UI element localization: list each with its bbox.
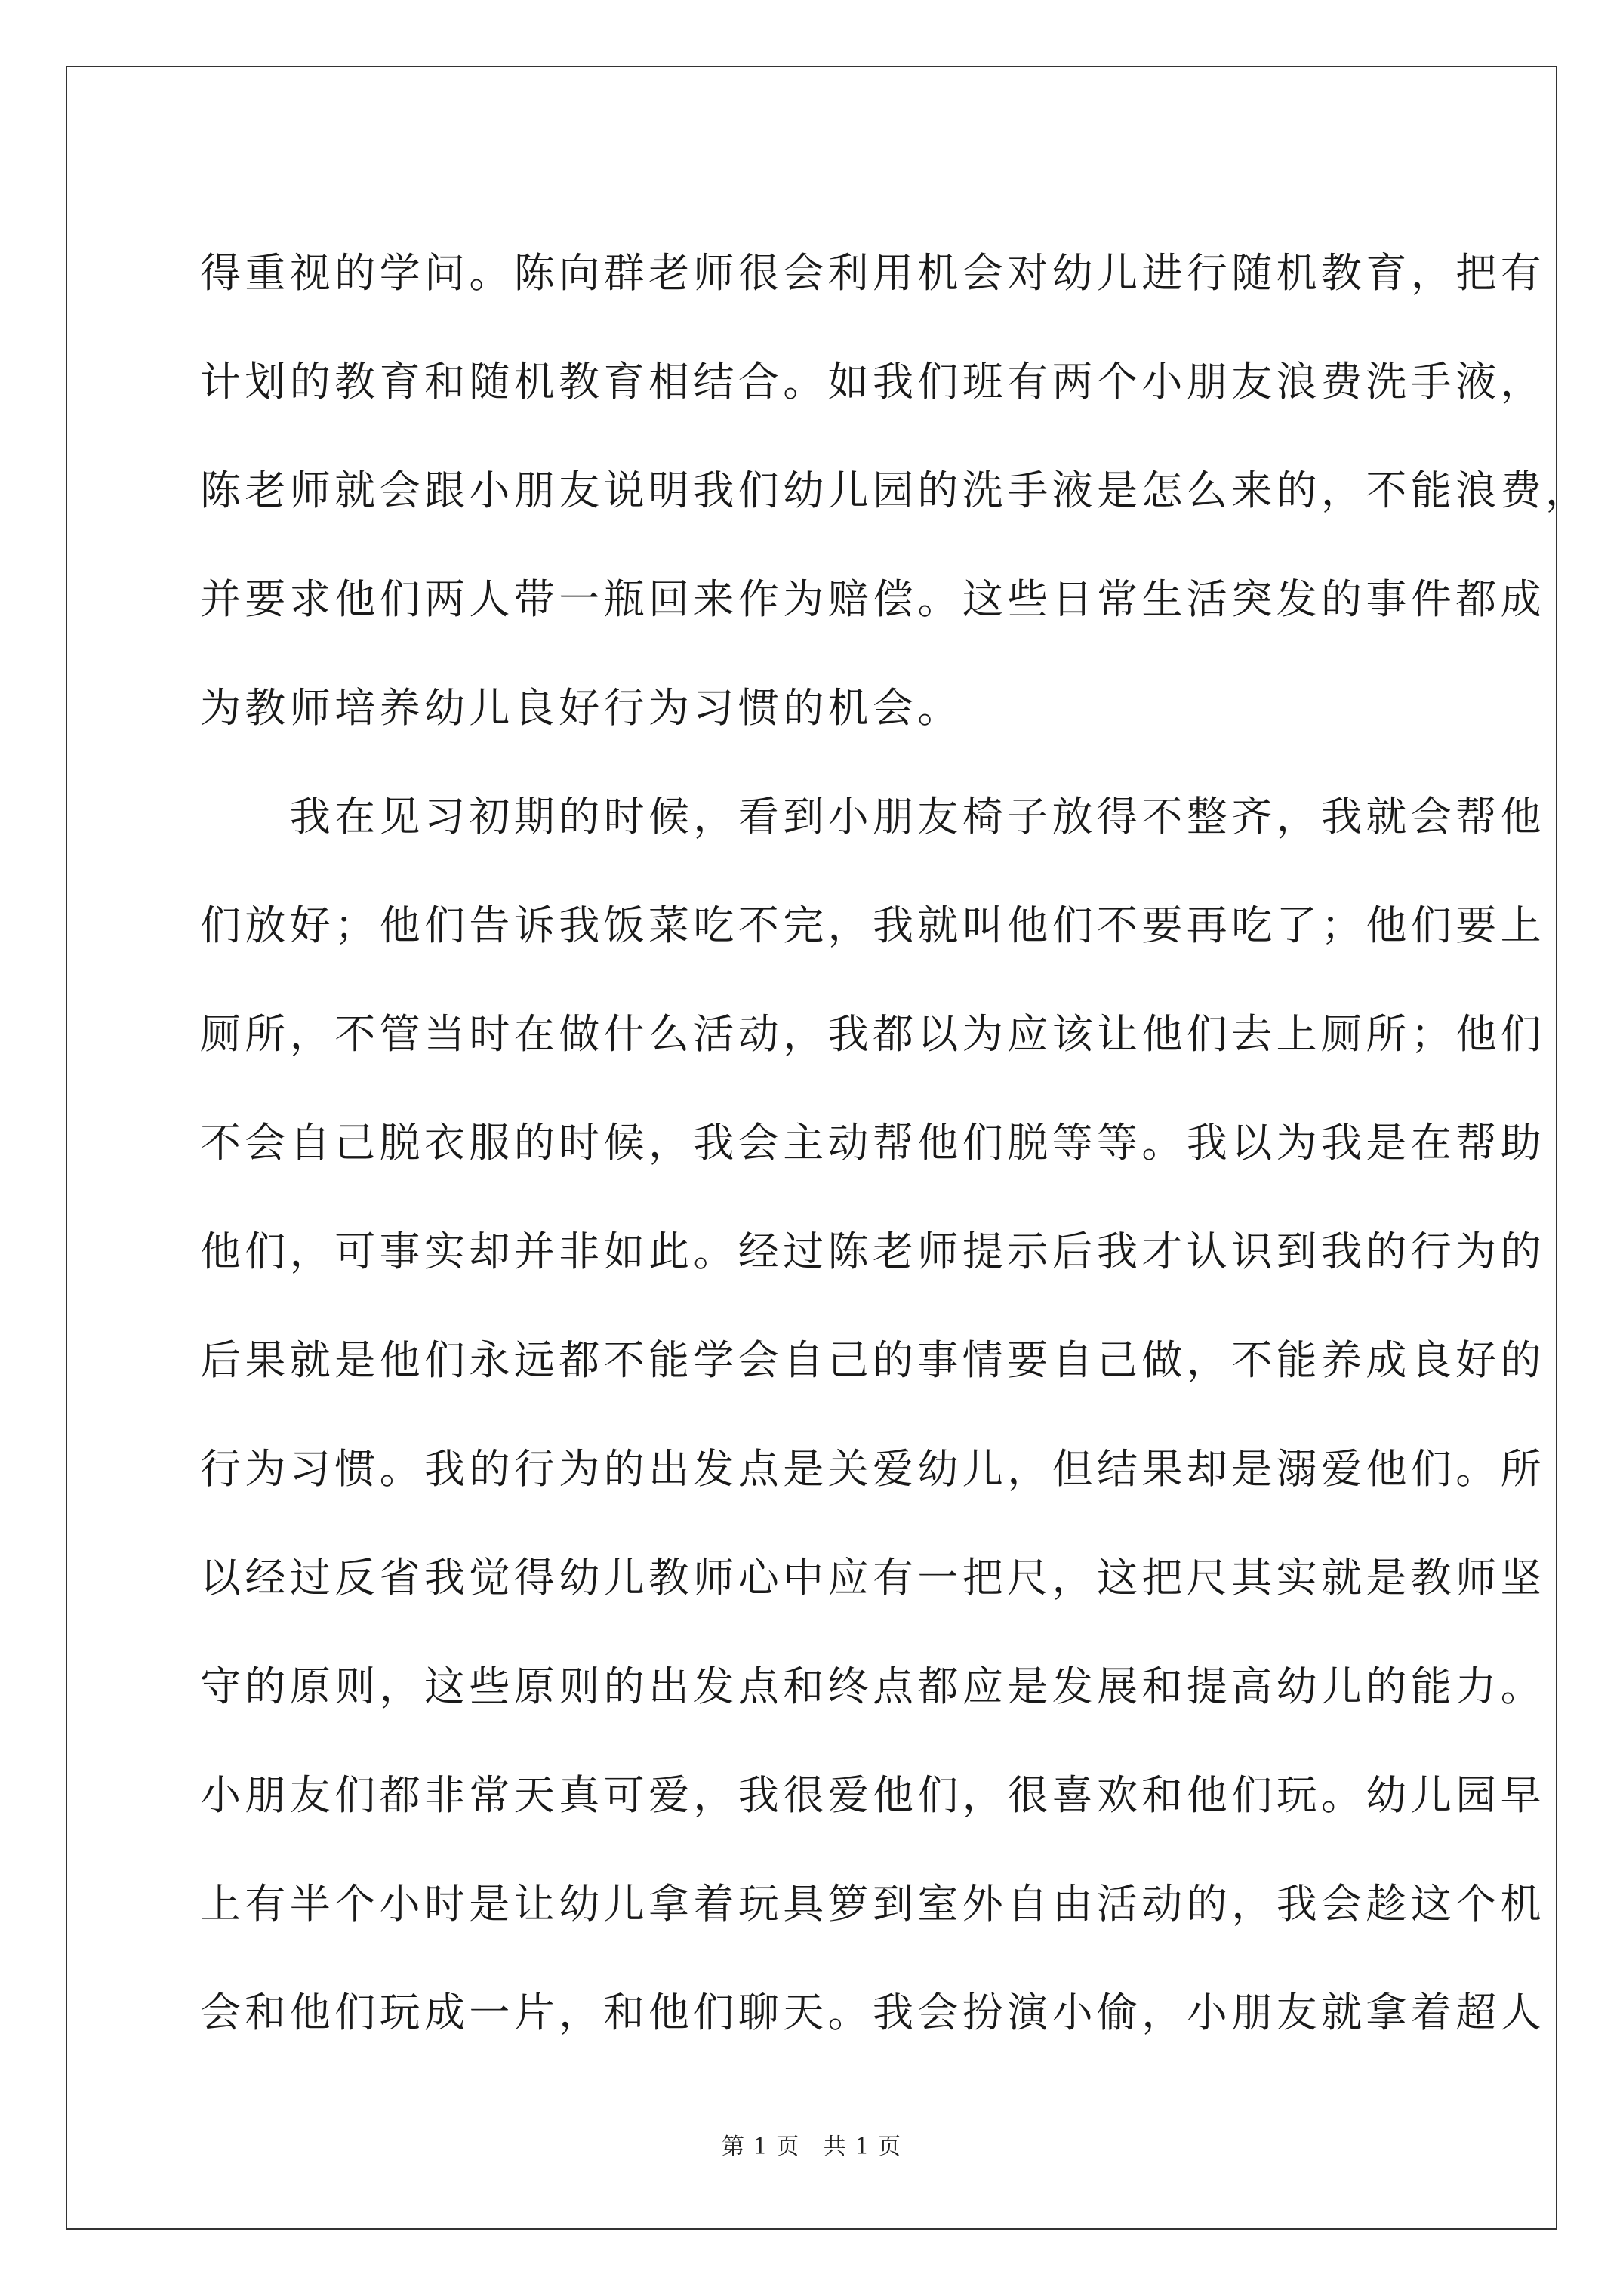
text-line: 后果就是他们永远都不能学会自己的事情要自己做，不能养成良好的 — [200, 1336, 1545, 1384]
text-line: 陈老师就会跟小朋友说明我们幼儿园的洗手液是怎么来的，不能浪费， — [200, 467, 1591, 514]
text-line: 我在见习初期的时候，看到小朋友椅子放得不整齐，我就会帮他 — [200, 793, 1545, 840]
text-line: 上有半个小时是让幼儿拿着玩具箩到室外自由活动的，我会趁这个机 — [200, 1880, 1545, 1928]
text-line: 守的原则，这些原则的出发点和终点都应是发展和提高幼儿的能力。 — [200, 1663, 1545, 1710]
text-line: 为教师培养幼儿良好行为习惯的机会。 — [200, 684, 962, 732]
text-line: 以经过反省我觉得幼儿教师心中应有一把尺，这把尺其实就是教师坚 — [200, 1554, 1545, 1601]
body-text — [200, 219, 1591, 2067]
text-line: 们放好；他们告诉我饭菜吃不完，我就叫他们不要再吃了；他们要上 — [200, 901, 1545, 949]
text-line: 不会自己脱衣服的时候，我会主动帮他们脱等等。我以为我是在帮助 — [200, 1119, 1545, 1166]
page-number: 第 1 页 共 1 页 — [722, 2134, 901, 2160]
text-line: 会和他们玩成一片，和他们聊天。我会扮演小偷，小朋友就拿着超人 — [200, 1989, 1545, 2036]
text-line: 小朋友们都非常天真可爱，我很爱他们，很喜欢和他们玩。幼儿园早 — [200, 1771, 1545, 1819]
text-line: 得重视的学问。陈向群老师很会利用机会对幼儿进行随机教育，把有 — [200, 249, 1545, 297]
text-line: 行为习惯。我的行为的出发点是关爱幼儿，但结果却是溺爱他们。所 — [200, 1445, 1545, 1493]
page-footer — [0, 2128, 1623, 2161]
text-line: 他们，可事实却并非如此。经过陈老师提示后我才认识到我的行为的 — [200, 1228, 1545, 1275]
text-line: 计划的教育和随机教育相结合。如我们班有两个小朋友浪费洗手液， — [200, 358, 1545, 405]
text-line: 并要求他们两人带一瓶回来作为赔偿。这些日常生活突发的事件都成 — [200, 575, 1545, 623]
text-line: 厕所，不管当时在做什么活动，我都以为应该让他们去上厕所；他们 — [200, 1010, 1545, 1058]
